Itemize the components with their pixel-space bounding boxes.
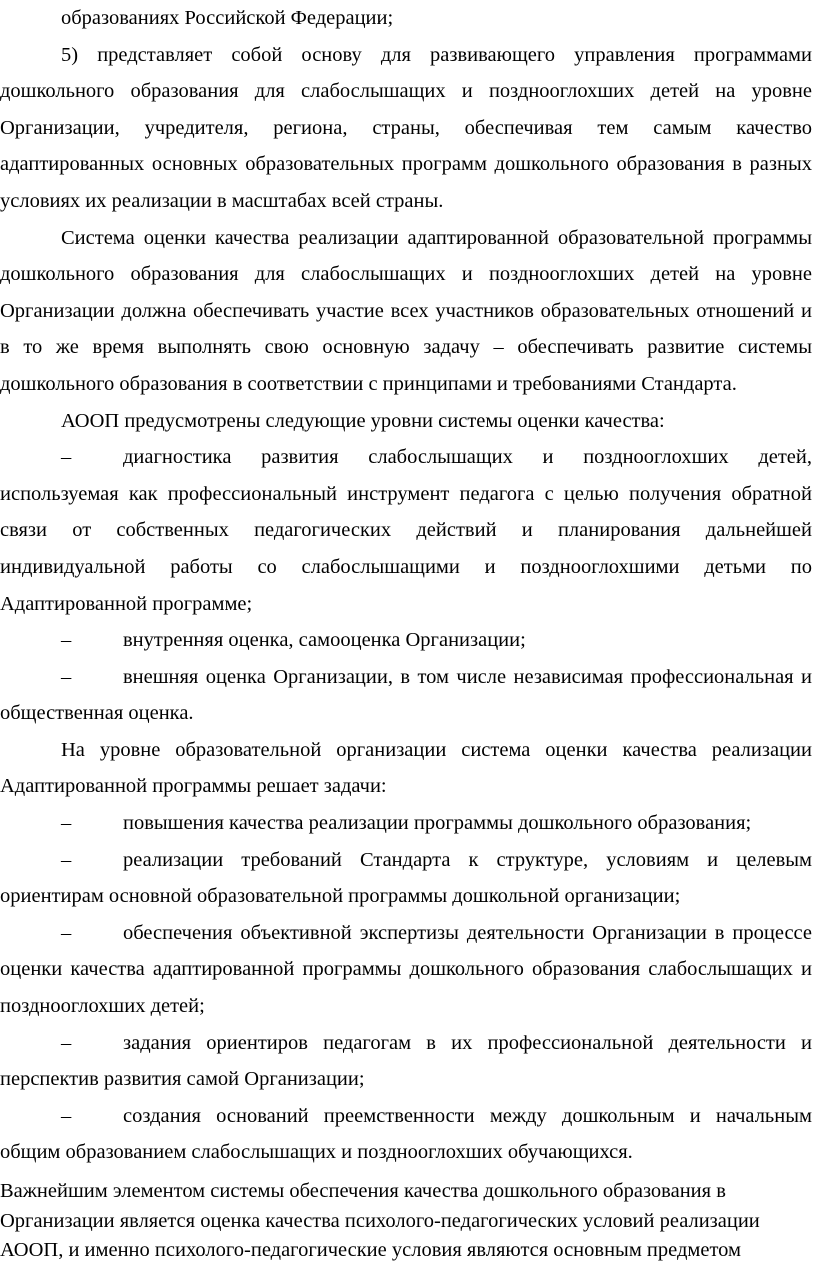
list-item-task-quality xyxy=(0,805,812,842)
list-item-text: обеспечения объективной экспертизы деятельности Организации в процессе оценки качества адаптированной программы дошкольного образования слабослышащих и позднооглохших детей; xyxy=(0,921,812,1018)
list-item-level-external xyxy=(0,659,812,732)
list-item-task-expertise xyxy=(0,915,812,1025)
paragraph-levels-intro: АООП предусмотрены следующие уровни системы оценки качества: xyxy=(61,409,665,432)
dash-marker: – xyxy=(61,446,72,469)
paragraph-item-5: 5) представляет собой основу для развивающего управления программами дошкольного образования для слабослышащих и позднооглохших детей на уровне Организации, учредителя, региона, страны, обеспечивая тем самым качество адаптированных основных образовательных программ дошкольного образования в разных условиях их реализации в масштабах всей страны. xyxy=(0,43,812,212)
dash-marker: – xyxy=(61,665,72,688)
dash-marker: – xyxy=(61,848,72,871)
list-item-text: повышения качества реализации программы дошкольного образования; xyxy=(123,812,752,835)
dash-marker: – xyxy=(61,812,72,835)
list-item-text: задания ориентиров педагогам в их профессиональной деятельности и перспектив развития самой Организации; xyxy=(0,1031,812,1091)
list-item-text: создания оснований преемственности между дошкольным и начальным общим образованием слабослышащих и позднооглохших обучающихся. xyxy=(0,1104,812,1164)
list-item-text: внутренняя оценка, самооценка Организации; xyxy=(123,629,526,652)
dash-marker: – xyxy=(61,1104,72,1127)
dash-marker: – xyxy=(61,1031,72,1054)
dash-marker: – xyxy=(61,921,72,944)
paragraph-continuation: образованиях Российской Федерации; xyxy=(61,7,394,29)
list-item-text: внешняя оценка Организации, в том числе независимая профессиональная и общественная оценка. xyxy=(0,665,812,725)
list-item-level-diagnostics xyxy=(0,439,812,622)
list-item-task-continuity xyxy=(0,1098,812,1171)
list-item-task-standard xyxy=(0,842,812,915)
paragraph-quality-system: Система оценки качества реализации адаптированной образовательной программы дошкольного образования для слабослышащих и позднооглохших детей на уровне Организации должна обеспечивать участие всех участников образовательных отношений и в то же время выполнять свою основную задачу – обеспечивать развитие системы дошкольного образования в соответствии с принципами и требованиями Стандарта. xyxy=(0,226,812,395)
list-item-text: реализации требований Стандарта к структуре, условиям и целевым ориентирам основной образовательной программы дошкольной организации; xyxy=(0,848,812,908)
list-item-level-internal xyxy=(0,622,812,659)
paragraph-final: Важнейшим элементом системы обеспечения качества дошкольного образования в Организации является оценка качества психолого-педагогических условий реализации АООП, и именно психолого-педагогические условия являются основным предметом xyxy=(0,1180,760,1261)
paragraph-tasks-intro: На уровне образовательной организации система оценки качества реализации Адаптированной программы решает задачи: xyxy=(0,738,812,798)
list-item-text: диагностика развития слабослышащих и позднооглохших детей, используемая как профессиональный инструмент педагога с целью получения обратной связи от собственных педагогических действий и планирования дальнейшей индивидуальной работы со слабослышащими и позднооглохшими детьми по Адаптированной программе; xyxy=(0,446,812,615)
list-item-task-guidelines xyxy=(0,1025,812,1098)
dash-marker: – xyxy=(61,629,72,652)
